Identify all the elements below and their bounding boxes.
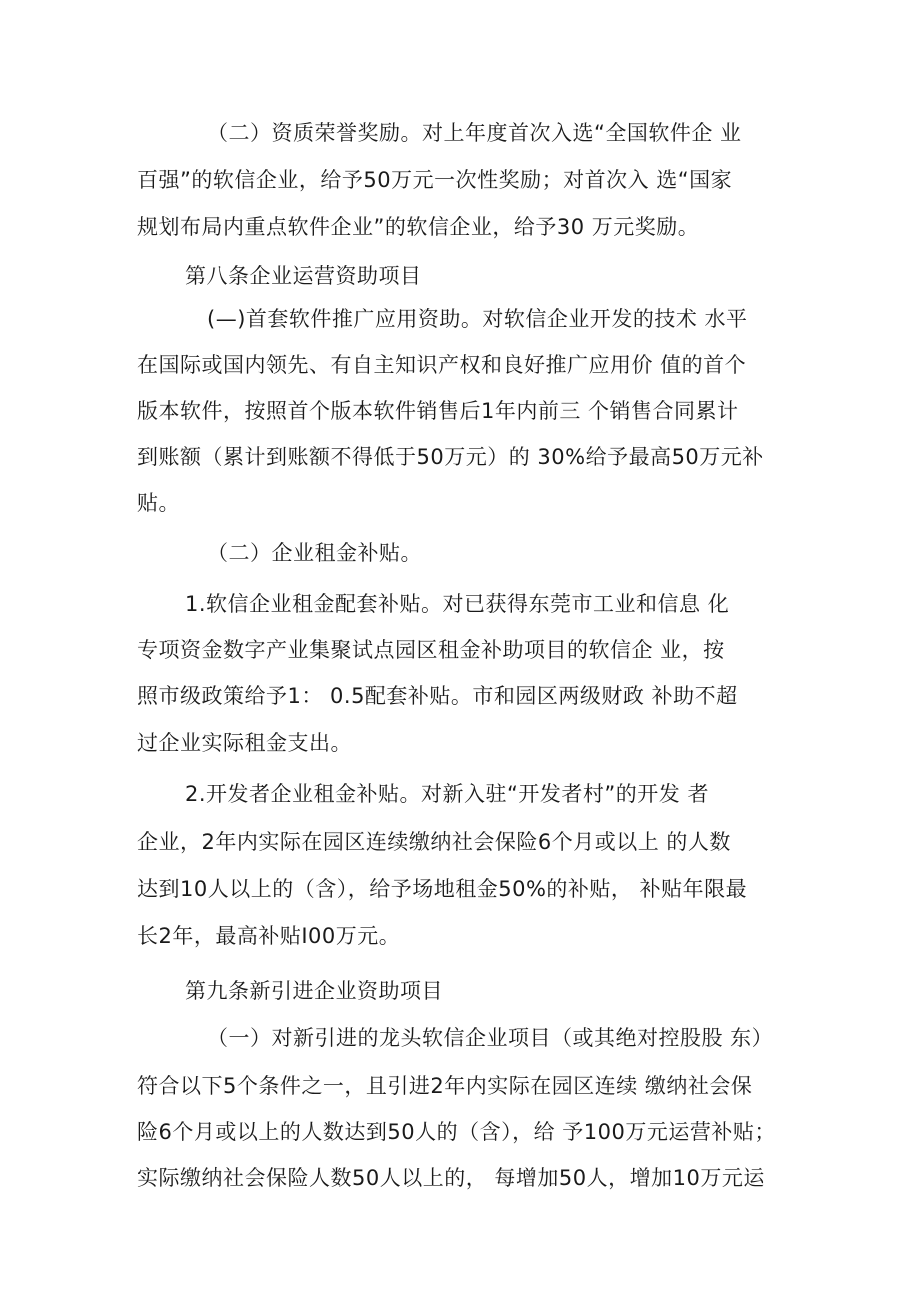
paragraph-line: （一）对新引进的龙头软信企业项目（或其绝对控股股 东） (207, 1026, 774, 1050)
article-heading: 第九条新引进企业资助项目 (185, 979, 443, 1003)
paragraph-line: 专项资金数字产业集聚试点园区租金补助项目的软信企 业，按 (137, 638, 725, 662)
paragraph-line: 规划布局内重点软件企业”的软信企业，给予30 万元奖励。 (137, 215, 700, 239)
paragraph-line: 过企业实际租金支出。 (137, 731, 352, 755)
paragraph-line: 达到10人以上的（含），给予场地租金50%的补贴， 补贴年限最 (137, 877, 748, 901)
paragraph-line: 贴。 (137, 491, 180, 515)
paragraph-line: 照市级政策给予1： 0.5配套补贴。市和园区两级财政 补助不超 (137, 684, 738, 708)
paragraph-line: 在国际或国内领先、有自主知识产权和良好推广应用价 值的首个 (137, 353, 747, 377)
paragraph-line: （二）资质荣誉奖励。对上年度首次入选“全国软件企 业 (207, 121, 742, 145)
paragraph-line: 符合以下5个条件之一，且引进2年内实际在园区连续 缴纳社会保 (137, 1074, 753, 1098)
paragraph-line: 险6个月或以上的人数达到50人的（含），给 予100万元运营补贴； (137, 1120, 776, 1144)
paragraph-line: （二）企业租金补贴。 (207, 541, 422, 565)
paragraph-line: 百强”的软信企业，给予50万元一次性奖励；对首次入 选“国家 (137, 168, 733, 192)
paragraph-line: 长2年，最高补贴I00万元。 (137, 924, 401, 948)
paragraph-line: (—)首套软件推广应用资助。对软信企业开发的技术 水平 (207, 307, 748, 331)
paragraph-line: 2.开发者企业租金补贴。对新入驻“开发者村”的开发 者 (185, 782, 709, 806)
paragraph-line: 版本软件，按照首个版本软件销售后1年内前三 个销售合同累计 (137, 399, 739, 423)
paragraph-line: 企业，2年内实际在园区连续缴纳社会保险6个月或以上 的人数 (137, 830, 731, 854)
paragraph-line: 到账额（累计到账额不得低于50万元）的 30%给予最高50万元补 (137, 445, 764, 469)
paragraph-line: 1.软信企业租金配套补贴。对已获得东莞市工业和信息 化 (185, 592, 730, 616)
paragraph-line: 实际缴纳社会保险人数50人以上的， 每增加50人，增加10万元运 (137, 1166, 765, 1190)
article-heading: 第八条企业运营资助项目 (185, 264, 422, 288)
